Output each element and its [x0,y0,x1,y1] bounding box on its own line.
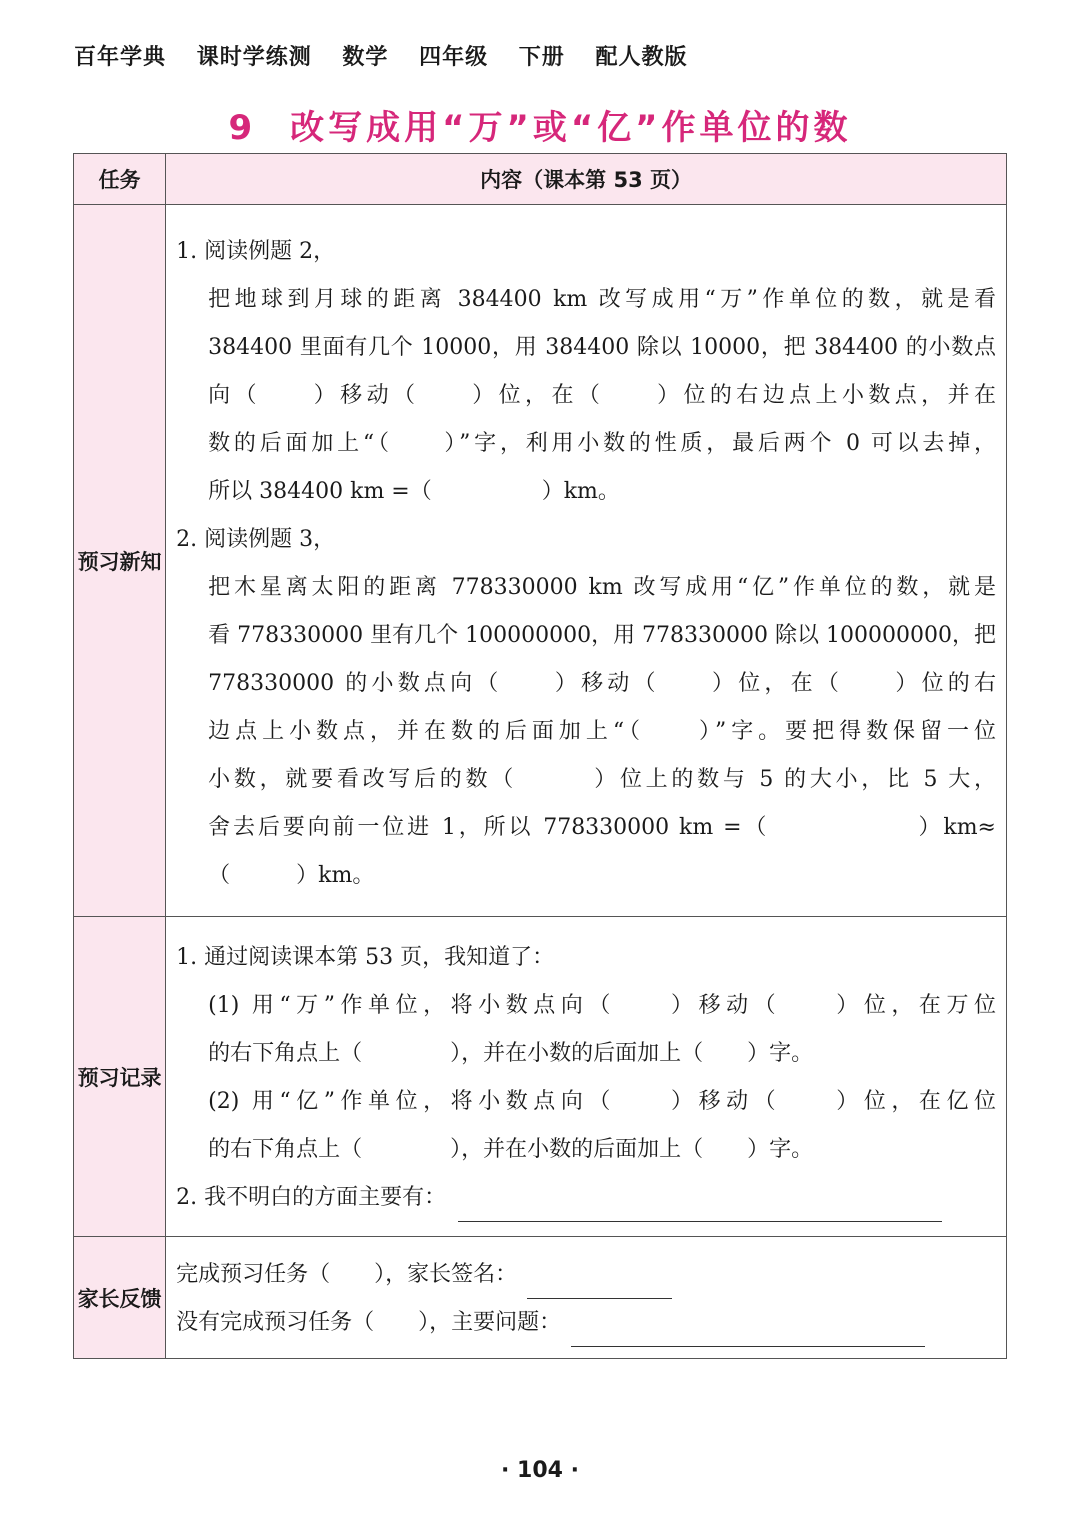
header-subseries: 课时学练测 [196,45,312,70]
record-question-2 [166,1174,1006,1222]
page-number: · 104 · [501,1458,579,1483]
header-subject: 数学 [342,45,389,70]
parent-signature-line[interactable] [527,1272,672,1299]
record-question-1: 1. 通过阅读课本第 53 页，我知道了： [176,945,555,970]
task-label-preview: 预习新知 [74,205,166,917]
record-content [166,917,1007,1237]
header-content: 内容（课本第 53 页） [166,154,1007,205]
example-3-text: 边点上小数点，并在数的后面加上“（ ）”字。要把得数保留一位 [208,719,996,744]
feedback-completed-line [166,1251,1006,1299]
record-item-wan: (1) 用“万”作单位，将小数点向（ ）移动（ ）位，在万位 [208,993,996,1018]
record-question-2-label: 2. 我不明白的方面主要有： [176,1185,447,1210]
feedback-incomplete-text: 没有完成预习任务（ ），主要问题： [176,1310,562,1335]
record-item-wan-cont: 的右下角点上（ ），并在小数的后面加上（ ）字。 [208,1041,814,1066]
example-3-text: 舍去后要向前一位进 1，所以 778330000 km =（ ）km≈ [208,815,996,840]
header-volume: 下册 [518,45,565,70]
example-3-text: 778330000 的小数点向（ ）移动（ ）位，在（ ）位的右 [208,671,996,696]
task-label-record: 预习记录 [74,917,166,1237]
example-2-text: 384400 里面有几个 10000，用 384400 除以 10000，把 384400 的小数点 [208,335,996,360]
task-label-feedback: 家长反馈 [74,1237,166,1359]
header-edition: 配人教版 [595,45,688,70]
book-header [74,40,709,76]
example-3-text: 看 778330000 里有几个 100000000，用 778330000 除以 100000000，把 [208,623,996,648]
example-2-text: 把地球到月球的距离 384400 km 改写成用“万”作单位的数，就是看 [208,287,996,312]
confusion-answer-line[interactable] [458,1195,942,1222]
record-item-yi: (2) 用“亿”作单位，将小数点向（ ）移动（ ）位，在亿位 [208,1089,996,1114]
feedback-content [166,1237,1007,1359]
header-task: 任务 [74,154,166,205]
feedback-incomplete-line [166,1299,1006,1347]
lesson-number: 9 [228,108,257,148]
feedback-completed-text: 完成预习任务（ ），家长签名： [176,1262,518,1287]
example-3-text: 小数，就要看改写后的数（ ）位上的数与 5 的大小，比 5 大， [208,767,996,792]
preview-task-table [73,153,1007,1359]
table-header-row [74,154,1007,205]
example-3-answer: （ ）km。 [208,863,375,888]
table-row-preview [74,205,1007,917]
lesson-title-text: 改写成用“万”或“亿”作单位的数 [290,108,852,148]
example-2-answer: 所以 384400 km =（ ）km。 [208,479,620,504]
preview-content [166,205,1007,917]
table-row-record [74,917,1007,1237]
main-problem-line[interactable] [571,1320,925,1347]
header-series: 百年学典 [74,45,167,70]
header-grade: 四年级 [419,45,489,70]
example-2-heading: 1. 阅读例题 2， [176,239,336,264]
example-3-heading: 2. 阅读例题 3， [176,527,336,552]
record-item-yi-cont: 的右下角点上（ ），并在小数的后面加上（ ）字。 [208,1137,814,1162]
table-row-feedback [74,1237,1007,1359]
lesson-title [0,100,1080,149]
example-3-text: 把木星离太阳的距离 778330000 km 改写成用“亿”作单位的数，就是 [208,575,996,600]
example-2-text: 数的后面加上“（ ）”字，利用小数的性质，最后两个 0 可以去掉， [208,431,996,456]
example-2-text: 向（ ）移动（ ）位，在（ ）位的右边点上小数点，并在 [208,383,996,408]
